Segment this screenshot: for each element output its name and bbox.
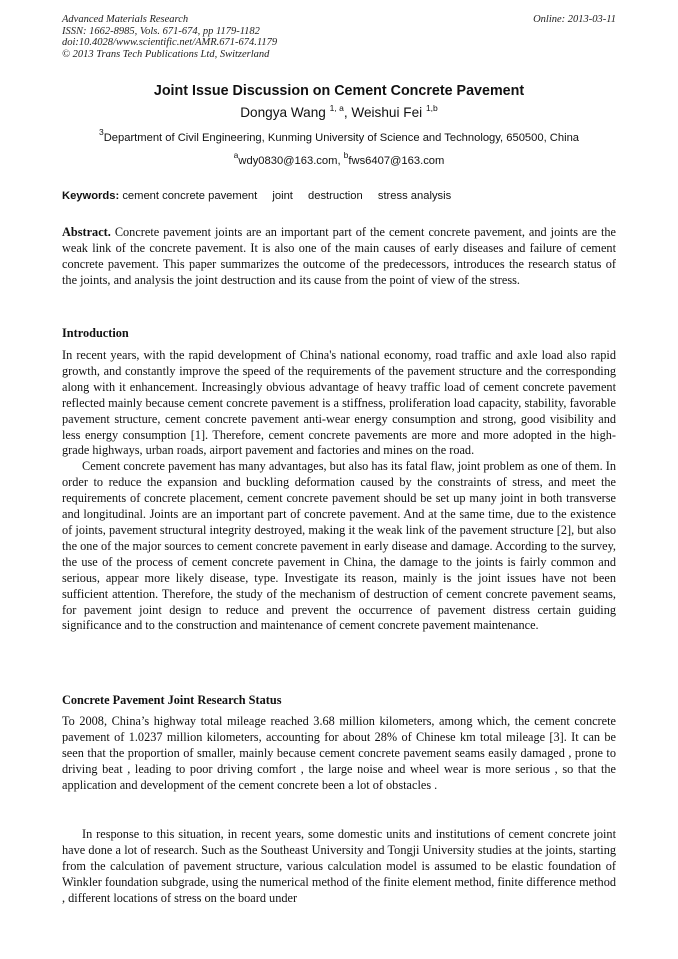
affiliation-text: Department of Civil Engineering, Kunming University of Science and Technology, 650500, China [103,132,580,144]
introduction-section [62,348,616,634]
affiliation-marker: 3 [98,127,104,137]
journal-name: Advanced Materials Research [62,14,189,25]
affiliation [0,127,678,146]
keyword: joint [272,190,293,202]
author-separator: , [343,105,352,120]
email-marker: a [233,150,239,160]
paragraph: Cement concrete pavement has many advantages, but also has its fatal flaw, joint problem as one of them. In order to reduce the expansion and buckling deformation caused by the constraints of stress, and meet the requirements of concrete placement, cement concrete pavement should be set up many joint in both transverse and longitudinal. Joints are an important part of concrete pavement. And at the same time, due to the existence of joints, pavement structural integrity destroyed, making it the weak link of the pavement structure [2], but also the one of the major sources to cement concrete pavement in early disease and damage. According to the survey, the use of the process of cement concrete pavement in China, the damage to the joints is fairly common and serious, appear more likely disease, type. Investigate its reason, mainly is the joint issues have not been sufficient attention. Therefore, the study of the mechanism of destruction of cement concrete pavement seams, for pavement joint design to reduce and prevent the occurrence of pavement distress certain guiding significance and to the construction and maintenance of cement concrete pavement maintenance. [62,459,616,633]
research-status-paragraph-1 [62,714,616,794]
keyword: destruction [308,190,363,202]
author-affiliation-marker: 1, a [329,103,344,113]
abstract [62,225,616,289]
email-address: fws6407@163.com [348,155,445,167]
abstract-label: Abstract. [62,225,111,239]
keywords-label: Keywords: [62,190,120,202]
email-address: wdy0830@163.com, [238,155,344,167]
email-marker: b [343,150,349,160]
author-line [0,104,678,122]
keyword: cement concrete pavement [122,190,258,202]
doi-line: doi:10.4028/www.scientific.net/AMR.671-674.1179 [62,37,278,49]
section-heading-introduction: Introduction [62,326,129,340]
section-heading-research-status: Concrete Pavement Joint Research Status [62,693,282,707]
copyright-line: © 2013 Trans Tech Publications Ltd, Switzerland [62,48,270,60]
author-name: Weishui Fei [351,105,423,120]
paragraph: To 2008, China’s highway total mileage reached 3.68 million kilometers, among which, the cement concrete pavement of 1.0237 million kilometers, accounting for about 28% of Chinese km total mileage [3]. It can be seen that the proportion of smaller, mainly because cement concrete pavement seams easily damaged , prone to driving beat , leading to poor driving comfort , the large noise and wheel wear is more serious , so that the application and development of the cement concrete been a lot of obstacles . [62,714,616,792]
author-name: Dongya Wang [240,105,326,120]
issn-line: ISSN: 1662-8985, Vols. 671-674, pp 1179-1182 [62,25,260,37]
paragraph: In recent years, with the rapid development of China's national economy, road traffic and axle load also rapid growth, and constantly improve the speed of the requirements of the pavement structure and the corresponding along with it enhancement. Increasingly obvious advantage of heavy traffic load of cement concrete pavement reflected mainly because cement concrete pavement is a stiffness, proliferation load capacity, stability, favorable pavement structure, cement concrete pavement anti-wear energy consumption and strong, good visibility and less energy consumption [1]. Therefore, cement concrete pavements are more and more adopted in the high-grade highways, urban roads, airport pavement and factories and mines on the road. [62,348,616,458]
author-affiliation-marker: 1,b [425,103,438,113]
research-status-paragraph-2 [62,827,616,907]
keyword: stress analysis [377,190,452,202]
paragraph: In response to this situation, in recent years, some domestic units and institutions of cement concrete joint have done a lot of research. Such as the Southeast University and Tongji University studies at the joints, starting from the calculation of pavement structure, various calculation model is assumed to be elastic foundation of Winkler foundation subgrade, using the numerical method of the finite element method, finite difference method , different locations of stress on the board under [62,827,616,905]
paper-title: Joint Issue Discussion on Cement Concrete Pavement [153,83,525,99]
abstract-text: Concrete pavement joints are an important part of the cement concrete pavement, and joints are the weak link of the concrete pavement. It is also one of the main causes of early diseases and failure of cement concrete pavement. This paper summarizes the outcome of the predecessors, introduces the research status of the joints, and analysis the joint destruction and its cause from the point of view of the stress. [62,225,616,287]
author-emails [0,150,678,169]
journal-header-info [62,14,277,60]
online-date: Online: 2013-03-11 [533,14,616,25]
keywords-line [62,189,616,204]
